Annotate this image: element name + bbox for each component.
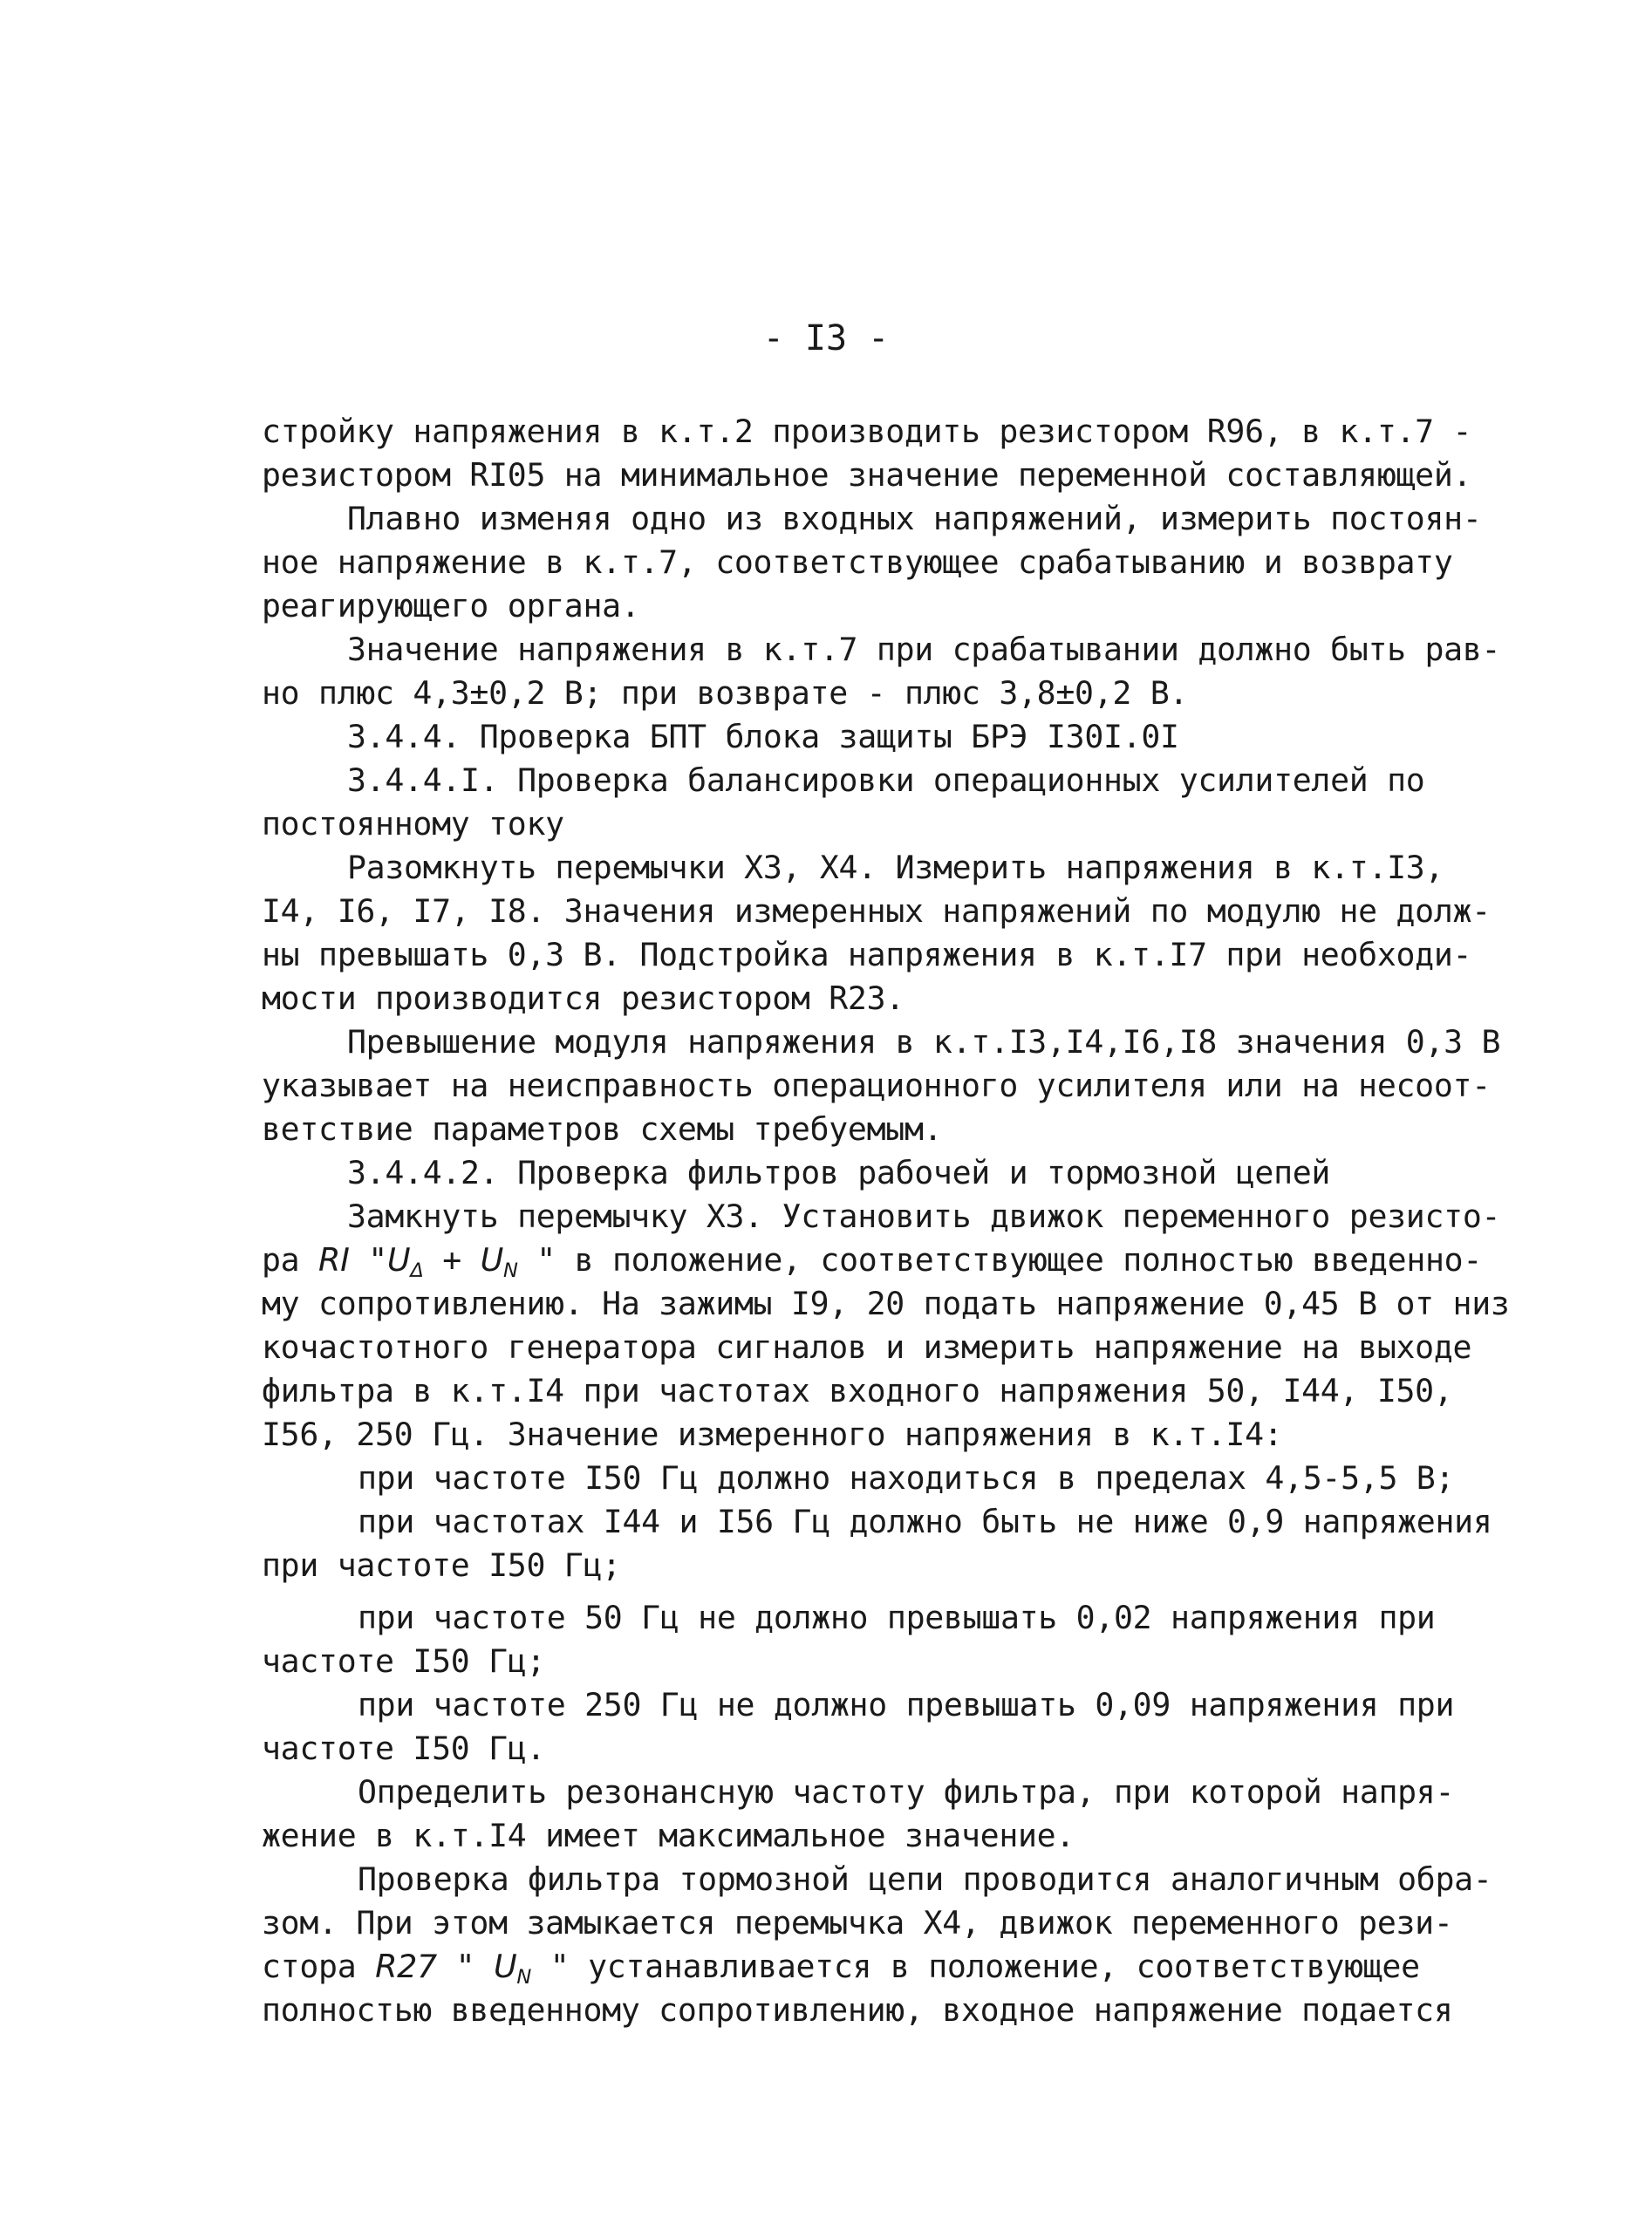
voltage-subscript: Δ: [410, 1259, 424, 1282]
text-segment: ра: [262, 1241, 319, 1279]
text-line: кочастотного генератора сигналов и измерить напряжение на выходе: [262, 1328, 1472, 1366]
text-line: при частоте I50 Гц должно находиться в пределах 4,5-5,5 В;: [358, 1459, 1455, 1497]
text-line: при частоте I50 Гц;: [262, 1546, 621, 1584]
text-segment: ": [436, 1948, 494, 1985]
text-segment: +: [423, 1241, 481, 1279]
text-segment: " в положение, соответствующее полностью введенно-: [517, 1241, 1483, 1279]
resistor-label: RI: [318, 1241, 350, 1279]
text-line: фильтра в к.т.I4 при частотах входного напряжения 50, I44, I50,: [262, 1372, 1453, 1409]
text-line: резистором RI05 на минимальное значение переменной составляющей.: [262, 456, 1472, 494]
text-line: при частоте 250 Гц не должно превышать 0,09 напряжения при: [358, 1686, 1455, 1723]
subsection-heading: 3.4.4.2. Проверка фильтров рабочей и тормозной цепей: [347, 1154, 1331, 1191]
resistor-label: R27: [375, 1948, 437, 1985]
voltage-subscript: N: [516, 1965, 532, 1989]
text-line: Определить резонансную частоту фильтра, при которой напря-: [358, 1773, 1455, 1811]
voltage-symbol: U: [480, 1241, 503, 1279]
voltage-subscript: N: [502, 1259, 518, 1282]
text-line: но плюс 4,3±0,2 В; при возврате - плюс 3,8±0,2 В.: [262, 674, 1189, 712]
text-line: мости производится резистором R23.: [262, 979, 905, 1017]
voltage-symbol: U: [494, 1948, 517, 1985]
subsection-heading: постоянному току: [262, 805, 564, 843]
text-line: I4, I6, I7, I8. Значения измеренных напряжений по модулю не долж-: [262, 892, 1491, 930]
text-line: Проверка фильтра тормозной цепи проводится аналогичным обра-: [358, 1860, 1492, 1898]
text-line: жение в к.т.I4 имеет максимальное значение.: [262, 1817, 1075, 1854]
text-line: Значение напряжения в к.т.7 при срабатывании должно быть рав-: [347, 631, 1501, 668]
text-segment: " устанавливается в положение, соответствующее: [531, 1948, 1420, 1985]
text-line: полностью введенному сопротивлению, входное напряжение подается: [262, 1991, 1453, 2029]
voltage-symbol: U: [386, 1241, 411, 1279]
text-line: му сопротивлению. На зажимы I9, 20 подать напряжение 0,45 В от низ: [262, 1285, 1510, 1322]
text-line: ны превышать 0,3 В. Подстройка напряжения в к.т.I7 при необходи-: [262, 936, 1472, 973]
page-number: - I3 -: [762, 318, 890, 358]
text-line: частоте I50 Гц.: [262, 1730, 546, 1767]
text-line: Превышение модуля напряжения в к.т.I3,I4,I6,I8 значения 0,3 В: [347, 1023, 1501, 1061]
text-line: при частоте 50 Гц не должно превышать 0,02 напряжения при: [358, 1599, 1436, 1636]
section-heading: 3.4.4. Проверка БПТ блока защиты БРЭ I30I.0I: [347, 718, 1179, 755]
text-line: I56, 250 Гц. Значение измеренного напряжения в к.т.I4:: [262, 1416, 1283, 1453]
text-line: стройку напряжения в к.т.2 производить резистором R96, в к.т.7 -: [262, 413, 1472, 450]
text-line: Замкнуть перемычку X3. Установить движок переменного резисто-: [347, 1198, 1501, 1235]
text-line: при частотах I44 и I56 Гц должно быть не ниже 0,9 напряжения: [358, 1503, 1492, 1540]
text-line: зом. При этом замыкается перемычка X4, движок переменного рези-: [262, 1904, 1453, 1942]
text-line: указывает на неисправность операционного усилителя или на несоот-: [262, 1067, 1491, 1104]
text-line: ветствие параметров схемы требуемым.: [262, 1110, 943, 1148]
text-line: ное напряжение в к.т.7, соответствующее срабатыванию и возврату: [262, 543, 1453, 581]
text-line: Плавно изменяя одно из входных напряжений, измерить постоян-: [347, 500, 1482, 537]
text-line: частоте I50 Гц;: [262, 1642, 546, 1680]
text-segment: ": [349, 1241, 387, 1279]
text-line: реагирующего органа.: [262, 587, 640, 625]
text-segment: стора: [262, 1948, 376, 1985]
subsection-heading: 3.4.4.I. Проверка балансировки операционных усилителей по: [347, 761, 1425, 799]
text-line: Разомкнуть перемычки X3, X4. Измерить напряжения в к.т.I3,: [347, 849, 1444, 886]
